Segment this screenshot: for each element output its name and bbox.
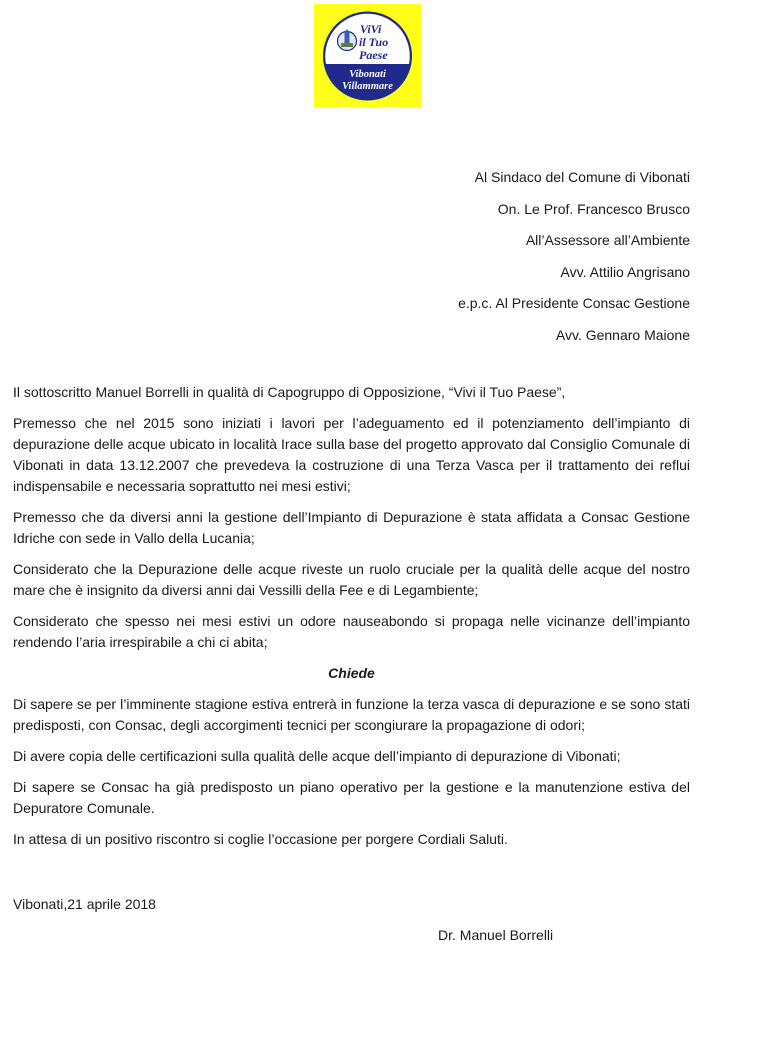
premesso-paragraph-1: Premesso che nel 2015 sono iniziati i lavori per l’adeguamento ed il potenziamento dell’impianto di depurazione delle acque ubicato in località Irace sulla base del progetto approvato dal Consiglio Comunale di Vibonati in data 13.12.2007 che prevedeva la costruzione di una Terza Vasca per il trattamento dei reflui indispensabile e necessaria soprattutto nei mesi estivi; — [13, 415, 690, 494]
considerato-paragraph-2: Considerato che spesso nei mesi estivi un odore nauseabondo si propaga nelle vicinanze dell’impianto rendendo l’aria irrespirabile a chi ci abita; — [13, 613, 690, 650]
recipients-block — [458, 162, 690, 352]
letter-date: Vibonati,21 aprile 2018 — [13, 896, 156, 912]
party-logo-emblem — [314, 4, 421, 107]
svg-text:Vibonati: Vibonati — [349, 69, 386, 80]
recipient-line: All’Assessore all’Ambiente — [525, 232, 690, 249]
recipient-line: Avv. Attilio Angrisano — [560, 263, 690, 280]
chiede-heading: Chiede — [328, 665, 375, 681]
request-paragraph-3: Di sapere se Consac ha già predisposto un piano operativo per la gestione e la manutenzione estiva del Depuratore Comunale. — [13, 779, 690, 816]
svg-text:il Tuo: il Tuo — [359, 35, 389, 49]
letter-body — [13, 382, 690, 860]
signature-name: Dr. Manuel Borrelli — [438, 927, 554, 943]
considerato-paragraph-1: Considerato che la Depurazione delle acque riveste un ruolo cruciale per la qualità delle acque del nostro mare che è insignito da diversi anni dai Vessilli della Fee e di Legambiente; — [13, 561, 690, 598]
closing-paragraph: In attesa di un positivo riscontro si coglie l’occasione per porgere Cordiali Saluti. — [13, 831, 508, 847]
intro-paragraph: Il sottoscritto Manuel Borrelli in qualità di Capogruppo di Opposizione, “Vivi il Tuo Paese”, — [13, 384, 566, 400]
request-paragraph-2: Di avere copia delle certificazioni sulla qualità delle acque dell’impianto di depurazione di Vibonati; — [13, 748, 621, 764]
party-logo — [314, 4, 421, 107]
premesso-paragraph-2: Premesso che da diversi anni la gestione dell’Impianto di Depurazione è stata affidata a Consac Gestione Idriche con sede in Vallo della Lucania; — [13, 509, 690, 546]
request-paragraph-1: Di sapere se per l’imminente stagione estiva entrerà in funzione la terza vasca di depurazione e se sono stati predisposti, con Consac, degli accorgimenti tecnici per scongiurare la propagazione di odori; — [13, 696, 690, 733]
svg-text:ViVi: ViVi — [360, 22, 382, 36]
recipient-line: e.p.c. Al Presidente Consac Gestione — [458, 295, 690, 312]
recipient-line: On. Le Prof. Francesco Brusco — [497, 200, 690, 217]
recipient-line: Al Sindaco del Comune di Vibonati — [474, 169, 690, 185]
recipient-line: Avv. Gennaro Maione — [555, 326, 690, 343]
svg-text:Villammare: Villammare — [342, 81, 393, 92]
svg-text:Paese: Paese — [359, 48, 388, 62]
